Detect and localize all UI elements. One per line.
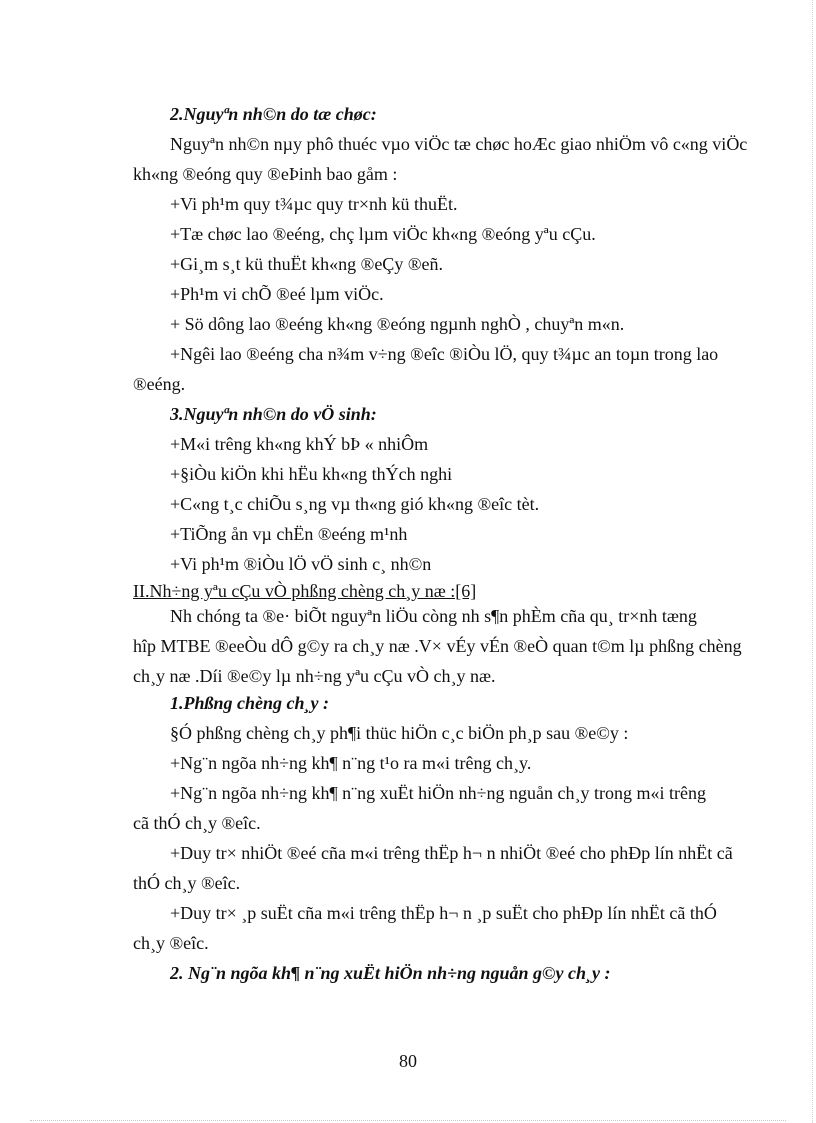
list-item: +Gi¸m s¸t kü thuËt kh«ng ®eÇy ®eñ. <box>170 254 443 274</box>
list-item: +§iÒu kiÖn khi hËu kh«ng thÝch nghi <box>170 464 453 484</box>
paragraph-line: thÓ ch¸y ®eîc. <box>133 873 241 893</box>
section-title-fire-prevention: II.Nh÷ng yªu cÇu vÒ phßng chèng ch¸y næ :[6] <box>133 581 477 601</box>
paragraph-line: ch¸y ®eîc. <box>133 933 209 953</box>
paragraph-line: cã thÓ ch¸y ®eîc. <box>133 813 261 833</box>
list-item: +Duy tr× nhiÖt ®eé cña m«i trêng thËp h¬ n nhiÖt ®eé cho phÐp lín nhËt cã <box>170 843 733 863</box>
right-divider <box>812 0 813 1123</box>
list-item: +C«ng t¸c chiÕu s¸ng vµ th«ng gió kh«ng ®eîc tèt. <box>170 494 540 514</box>
bottom-divider <box>30 1120 786 1121</box>
list-item: +Ng¨n ngõa nh÷ng kh¶ n¨ng xuËt hiÖn nh÷ng nguån ch¸y trong m«i trêng <box>170 783 706 803</box>
list-item: +Ngêi lao ®eéng cha n¾m v÷ng ®eîc ®iÒu lÖ, quy t¾µc an toµn trong lao <box>170 344 719 364</box>
paragraph-line: Nguyªn nh©n nµy phô thuéc vµo viÖc tæ chøc hoÆc giao nhiÖm vô c«ng viÖc <box>170 134 748 154</box>
page-number: 80 <box>399 1051 417 1071</box>
list-item: + Sö dông lao ®eéng kh«ng ®eóng ngµnh nghÒ , chuyªn m«n. <box>170 314 625 334</box>
list-item: +M«i trêng kh«ng khÝ bÞ « nhiÔm <box>170 434 429 454</box>
paragraph-line: ®eéng. <box>133 374 186 394</box>
heading-fire-prevention: 1.Phßng chèng ch¸y : <box>170 693 329 713</box>
paragraph-line: Nh chóng ta ®e· biÕt nguyªn liÖu còng nh s¶n phÈm cña qu¸ tr×nh tæng <box>170 606 697 626</box>
list-item: +Ng¨n ngõa nh÷ng kh¶ n¨ng t¹o ra m«i trêng ch¸y. <box>170 753 532 773</box>
list-item: +Vi ph¹m quy t¾µc quy tr×nh kü thuËt. <box>170 194 458 214</box>
paragraph-line: §Ó phßng chèng ch¸y ph¶i thüc hiÖn c¸c biÖn ph¸p sau ®e©y : <box>170 723 629 743</box>
list-item: +Tæ chøc lao ®eéng, chç lµm viÖc kh«ng ®eóng yªu cÇu. <box>170 224 596 244</box>
heading-organization-causes: 2.Nguyªn nh©n do tæ chøc: <box>170 104 377 124</box>
list-item: +Duy tr× ¸p suËt cña m«i trêng thËp h¬ n ¸p suËt cho phÐp lín nhËt cã thÓ <box>170 903 717 923</box>
paragraph-line: kh«ng ®eóng quy ®eÞinh bao gåm : <box>133 164 398 184</box>
list-item: +Ph¹m vi chÕ ®eé lµm viÖc. <box>170 284 384 304</box>
list-item: +Vi ph¹m ®iÒu lÖ vÖ sinh c¸ nh©n <box>170 554 432 574</box>
heading-hygiene-causes: 3.Nguyªn nh©n do vÖ sinh: <box>170 404 377 424</box>
heading-ignition-sources: 2. Ng¨n ngõa kh¶ n¨ng xuËt hiÖn nh÷ng nguån g©y ch¸y : <box>170 963 611 983</box>
paragraph-line: ch¸y næ .Díi ®e©y lµ nh÷ng yªu cÇu vÒ ch¸y næ. <box>133 666 496 686</box>
list-item: +TiÕng ån vµ chËn ®eéng m¹nh <box>170 524 408 544</box>
paragraph-line: hîp MTBE ®eeÒu dÔ g©y ra ch¸y næ .V× vÉy vÉn ®eÒ quan t©m lµ phßng chèng <box>133 636 742 656</box>
